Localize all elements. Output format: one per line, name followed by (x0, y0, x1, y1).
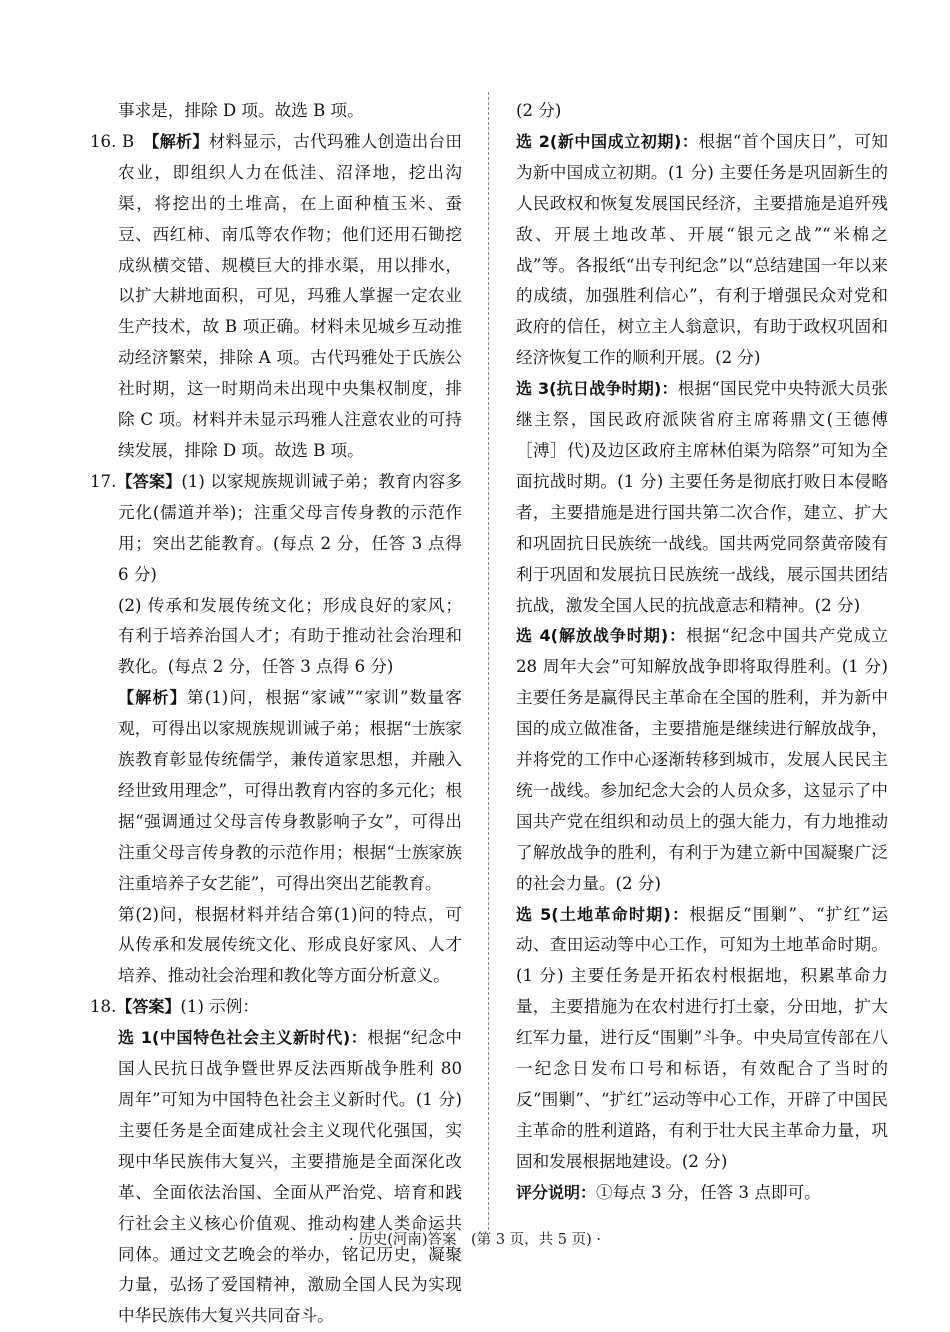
answer-intro: (1) 示例： (180, 997, 259, 1017)
option-text: 根据“纪念中国人民抗日战争暨世界反法西斯战争胜利 80 周年”可知为中国特色社会主义新时代。(1 分) 主要任务是全面建成社会主义现代化强国，实现中华民族伟大复兴，主要措施是全面深化改革、全面依法治国、全面从严治党、培育和践行社会主义核心价值观、推动构建人类命运共同体。通过文艺晚会的举办，铭记历史，凝聚力量，弘扬了爱国精神，激励全国人民为实现中华民族伟大复兴共同奋斗。 (118, 1028, 462, 1326)
option-text: 根据“国民党中央特派大员张继主祭，国民政府派陕省府主席蒋鼎文(王德傅［溥］代)及边区政府主席林伯渠为陪祭”可知为全面抗战时期。(1 分) 主要任务是彻底打败日本侵略者，主要措施是进行国共第二次合作，建立、扩大和巩固抗日民族统一战线。国共两党同祭黄帝陵有利于巩固和发展抗日民族统一战线，展示国共团结抗战，激发全国人民的抗战意志和精神。(2 分) (516, 379, 888, 615)
scoring-text: ①每点 3 分，任答 3 点即可。 (596, 1182, 821, 1202)
analysis-tag: 【解析】 (118, 688, 187, 708)
question-16 (90, 127, 462, 467)
option-text: 根据“纪念中国共产党成立 28 周年大会”可知解放战争即将取得胜利。(1 分) 主要任务是赢得民主革命在全国的胜利，并为新中国的成立做准备，主要措施是继续进行解放战争，并将党的工作中心逐渐转移到城市，发展人民民主统一战线。参加纪念大会的人员众多，这显示了中国共产党在组织和动员上的强大能力，有力地推动了解放战争的胜利，有利于为建立新中国凝聚广泛的社会力量。(2 分) (516, 626, 888, 893)
option-text: 根据反“围剿”、“扩红”运动、查田运动等中心工作，可知为土地革命时期。(1 分) 主要任务是开拓农村根据地，积累革命力量，主要措施为在农村进行打土豪，分田地，扩大红军力量，进行反“围剿”斗争。中央局宣传部在八一纪念日发布口号和标语，有效配合了当时的反“围剿”、“扩红”运动等中心工作，开辟了中国民主革命的胜利道路，有利于壮大民主革命力量，巩固和发展根据地建设。(2 分) (516, 904, 888, 1171)
column-divider (488, 92, 489, 1230)
question-17-analysis-2: 第(2)问，根据材料并结合第(1)问的特点，可从传承和发展传统文化、形成良好家风、人才培养、推动社会治理和教化等方面分析意义。 (118, 904, 462, 986)
answer-tag: 【答案】 (116, 997, 181, 1017)
score-continuation: (2 分) (516, 101, 562, 120)
option-label: 选 4(解放战争时期)： (516, 626, 687, 646)
answer-text: (1) 以家规族规训诫子弟；教育内容多元化(儒道并举)；注重父母言传身教的示范作用；突出艺能教育。(每点 2 分，任答 3 点得 6 分) (118, 471, 462, 584)
option-text: 根据“首个国庆日”，可知为新中国成立初期。(1 分) 主要任务是巩固新生的人民政权和恢复发展国民经济，主要措施是追歼残敌、开展土地改革、开展“银元之战”“米棉之战”等。各报纸“出专刊纪念”以“总结建国一年以来的成绩，加强胜利信心”，有利于增强民众对党和政府的信任，树立主人翁意识，有助于政权巩固和经济恢复工作的顺利开展。(2 分) (516, 131, 888, 368)
option-2 (516, 127, 888, 374)
right-column (516, 96, 888, 1209)
question-number: 16. B (90, 131, 135, 151)
answer-tag: 【答案】 (116, 471, 182, 491)
question-number: 17. (90, 471, 117, 491)
option-3 (516, 374, 888, 621)
option-4 (516, 621, 888, 899)
analysis-text: 第(1)问，根据“家诫”“家训”数量客观，可得出以家规族规训诫子弟；根据“士族家族教育彰显传统儒学，兼传道家思想，并融入经世致用理念”，可得出教育内容的多元化；根据“强调通过父母言传身教影响子女”，可得出注重父母言传身教的示范作用；根据“士族家族注重培养子女艺能”，可得出突出艺能教育。 (118, 688, 462, 893)
scoring-label: 评分说明： (516, 1182, 597, 1202)
continuation-text: 事求是，排除 D 项。故选 B 项。 (118, 101, 364, 120)
option-label: 选 3(抗日战争时期)： (516, 379, 678, 399)
option-5 (516, 900, 888, 1178)
question-17-answer-2: (2) 传承和发展传统文化；形成良好的家风；有利于培养治国人才；有助于推动社会治理和教化。(每点 2 分，任答 3 点得 6 分) (118, 595, 462, 677)
page-footer: · 历史(河南)答案 (第 3 页，共 5 页) · (349, 1232, 601, 1248)
analysis-tag: 【解析】 (151, 131, 209, 151)
left-column (90, 96, 462, 1332)
scoring-note (516, 1178, 888, 1209)
analysis-text: 材料显示，古代玛雅人创造出台田农业，即组织人力在低洼、沼泽地，挖出沟渠，将挖出的土堆高，在上面种植玉米、蚕豆、西红柿、南瓜等农作物；他们还用石锄挖成纵横交错、规模巨大的排水渠，用以排水，以扩大耕地面积，可见，玛雅人掌握一定农业生产技术，故 B 项正确。材料未见城乡互动推动经济繁荣，排除 A 项。古代玛雅处于氏族公社时期，这一时期尚未出现中央集权制度，排除 C 项。材料并未显示玛雅人注意农业的可持续发展，排除 D 项。故选 B 项。 (118, 131, 463, 460)
question-17-answer-1 (90, 467, 462, 591)
option-1 (90, 1023, 462, 1332)
question-number: 18. (90, 997, 117, 1017)
question-17-analysis-1 (90, 683, 462, 899)
option-label: 选 1(中国特色社会主义新时代)： (118, 1028, 368, 1048)
option-label: 选 5(土地革命时期)： (516, 904, 690, 924)
question-18-answer (90, 992, 462, 1023)
option-label: 选 2(新中国成立初期)： (516, 131, 699, 151)
